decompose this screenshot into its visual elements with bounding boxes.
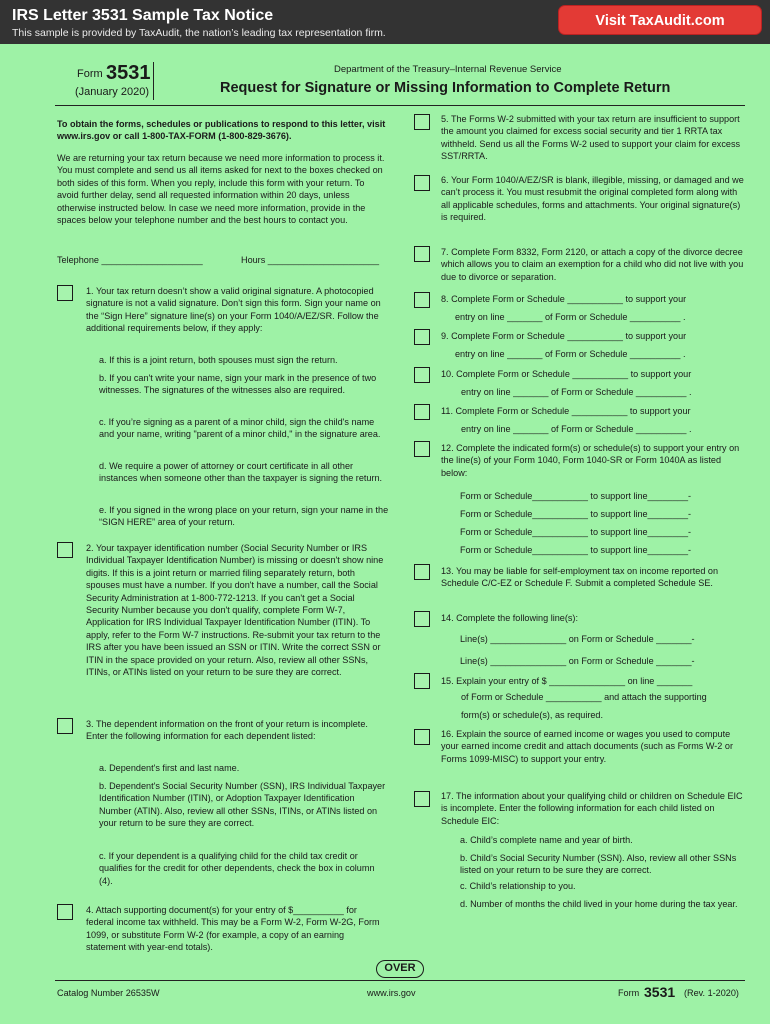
- footer-revision: (Rev. 1-2020): [684, 988, 739, 998]
- item-1c-text: c. If you’re signing as a parent of a minor child, sign the child's name and your name, writing "parent of a minor child," in the signature area.: [99, 417, 381, 440]
- checkbox-item-1[interactable]: [57, 285, 73, 301]
- form-number: 3531: [106, 62, 151, 84]
- item-1b-text: b. If you can't write your name, sign your mark in the presence of two witnesses. The signatures of the witnesses also are required.: [99, 373, 377, 396]
- checkbox-item-15[interactable]: [414, 673, 430, 689]
- item-7-text: 7. Complete Form 8332, Form 2120, or attach a copy of the divorce decree which allows you to claim an exemption for a child who did not live with you due to divorce or separation.: [441, 247, 744, 282]
- item-14-text: 14. Complete the following line(s):: [441, 613, 578, 623]
- item-17c-text: c. Child’s relationship to you.: [460, 881, 576, 891]
- checkbox-item-3[interactable]: [57, 718, 73, 734]
- banner-title: IRS Letter 3531 Sample Tax Notice: [12, 7, 274, 24]
- item-3-text: 3. The dependent information on the front of your return is incomplete. Enter the following information for each dependent listed:: [86, 719, 368, 742]
- item-12-row-3[interactable]: Form or Schedule___________ to support line________-: [460, 527, 692, 537]
- item-3a-text: a. Dependent's first and last name.: [99, 763, 240, 773]
- visit-taxaudit-button[interactable]: Visit TaxAudit.com: [558, 5, 762, 35]
- item-14-row-2[interactable]: Line(s) _______________ on Form or Schedule _______-: [460, 656, 695, 666]
- top-banner: [0, 0, 770, 44]
- checkbox-item-10[interactable]: [414, 367, 430, 383]
- item-1a-text: a. If this is a joint return, both spouses must sign the return.: [99, 355, 338, 365]
- form-title: Request for Signature or Missing Information to Complete Return: [220, 80, 671, 96]
- telephone-field[interactable]: Telephone ____________________: [57, 255, 203, 265]
- item-8-line-2: entry on line _______ of Form or Schedule __________ .: [455, 312, 686, 322]
- footer-form-label: Form: [618, 988, 640, 998]
- item-8-line-1: 8. Complete Form or Schedule ___________ to support your: [441, 294, 687, 304]
- checkbox-item-8[interactable]: [414, 292, 430, 308]
- item-17b-text: b. Child’s Social Security Number (SSN). Also, review all other SSNs listed on your return to be sure they are correct.: [460, 853, 737, 876]
- item-12-row-4[interactable]: Form or Schedule___________ to support line________-: [460, 545, 692, 555]
- irs-website: www.irs.gov: [367, 988, 416, 998]
- item-1e-text: e. If you signed in the wrong place on your return, sign your name in the “SIGN HERE” area of your return.: [99, 505, 389, 528]
- item-16-text: 16. Explain the source of earned income or wages you used to compute your earned income credit and attach documents (such as Forms W-2 or Forms 1099-MISC) to support your entry.: [441, 729, 733, 764]
- item-6-text: 6. Your Form 1040/A/EZ/SR is blank, illegible, missing, or damaged and we can’t process it. You must resubmit the original completed form along with all applicable schedules, forms and attachments. Your original signature(s) is required.: [441, 175, 744, 223]
- item-11-line-1: 11. Complete Form or Schedule ___________ to support your: [441, 406, 691, 416]
- item-10-line-2: entry on line _______ of Form or Schedule __________ .: [461, 387, 692, 397]
- banner-subtitle: This sample is provided by TaxAudit, the nation’s leading tax representation firm.: [12, 27, 386, 39]
- item-2-text: 2. Your taxpayer identification number (Social Security Number or IRS Individual Taxpayer Identification Number) is missing or doesn't show nine digits. If this is a joint return or married filing separately return, both spouses must have a number. If you don't have a number, call the Social Security Administration at 1-800-772-1213. If you can't get a Social Security Number because you don't qualify, complete Form W-7, Application for IRS Individual Taxpayer Identification Number (ITIN). To apply, refer to the Form W-7 instructions. Re-submit your tax return to the IRS after you have been issued an SSN or ITIN. Write the correct SSN or ITIN in the space provided on your return. Also, review all other SSNs, ITINs, or ATINs listed on your return to be sure they are correct.: [86, 543, 384, 678]
- returning-text: We are returning your tax return because we need more information to process it. You must complete and send us all items asked for next to the boxes checked on both sides of this form. When you reply, include this form with your return. To avoid further delay, send all requested information within 20 days, unless otherwise instructed below. In case we need more information, provide in the spaces below your telephone number and the best hours to contact you.: [57, 153, 385, 226]
- item-12-row-1[interactable]: Form or Schedule___________ to support line________-: [460, 491, 692, 501]
- header-divider: [153, 62, 154, 100]
- footer-form-number: 3531: [644, 984, 676, 1000]
- item-10-line-1: 10. Complete Form or Schedule ___________ to support your: [441, 369, 692, 379]
- checkbox-item-13[interactable]: [414, 564, 430, 580]
- item-17a-text: a. Child’s complete name and year of birth.: [460, 835, 633, 845]
- obtain-forms-text: To obtain the forms, schedules or publications to respond to this letter, visit www.irs.gov or call 1-800-TAX-FORM (1-800-829-3676).: [57, 119, 386, 142]
- item-5-text: 5. The Forms W-2 submitted with your tax return are insufficient to support the amount you claimed for excess social security and tier 1 RRTA tax withheld. Send us all the Forms W-2 used to support your claim for excess SST/RRTA.: [441, 114, 741, 162]
- item-12-text: 12. Complete the indicated form(s) or schedule(s) to support your entry on the line(s) of your Form 1040, Form 1040-SR or Form 1040A as listed below:: [441, 443, 740, 478]
- footer-rule: [55, 980, 745, 981]
- title-rule: [55, 105, 745, 106]
- item-3c-text: c. If your dependent is a qualifying child for the child tax credit or qualifies for the credit for other dependents, check the box in column (4).: [99, 851, 375, 886]
- hours-field[interactable]: Hours ______________________: [241, 255, 380, 265]
- checkbox-item-11[interactable]: [414, 404, 430, 420]
- item-11-line-2: entry on line _______ of Form or Schedule __________ .: [461, 424, 692, 434]
- form-label: Form: [77, 68, 103, 80]
- checkbox-item-7[interactable]: [414, 246, 430, 262]
- item-1-text: 1. Your tax return doesn’t show a valid original signature. A photocopied signature is not a valid signature. Don’t sign this form. Sign your name on the “Sign Here” signature line(s) on your Form 1040/A/EZ/SR. Follow the additional requirements below, if they apply:: [86, 286, 381, 334]
- checkbox-item-5[interactable]: [414, 114, 430, 130]
- item-15-line-1: 15. Explain your entry of $ _______________ on line _______: [441, 676, 693, 686]
- item-17d-text: d. Number of months the child lived in your home during the tax year.: [460, 899, 738, 909]
- item-12-row-2[interactable]: Form or Schedule___________ to support line________-: [460, 509, 692, 519]
- form-date: (January 2020): [75, 86, 149, 98]
- checkbox-item-16[interactable]: [414, 729, 430, 745]
- item-17-text: 17. The information about your qualifying child or children on Schedule EIC is incomplete. Enter the following information for each child listed on Schedule EIC:: [441, 791, 743, 826]
- item-1d-text: d. We require a power of attorney or court certificate in all other instances when someone other than the taxpayer is signing the return.: [99, 461, 383, 484]
- item-13-text: 13. You may be liable for self-employment tax on income reported on Schedule C/C-EZ or Schedule F. Submit a completed Schedule SE.: [441, 566, 719, 589]
- checkbox-item-9[interactable]: [414, 329, 430, 345]
- department-line: Department of the Treasury–Internal Revenue Service: [334, 64, 562, 75]
- checkbox-item-6[interactable]: [414, 175, 430, 191]
- catalog-number: Catalog Number 26535W: [57, 988, 160, 998]
- over-badge: OVER: [376, 960, 424, 978]
- item-9-line-1: 9. Complete Form or Schedule ___________ to support your: [441, 331, 687, 341]
- item-15-line-2: of Form or Schedule ___________ and attach the supporting: [461, 692, 707, 702]
- item-15-line-3: form(s) or schedule(s), as required.: [461, 710, 604, 720]
- checkbox-item-4[interactable]: [57, 904, 73, 920]
- item-14-row-1[interactable]: Line(s) _______________ on Form or Schedule _______-: [460, 634, 695, 644]
- checkbox-item-12[interactable]: [414, 441, 430, 457]
- checkbox-item-17[interactable]: [414, 791, 430, 807]
- item-3b-text: b. Dependent's Social Security Number (SSN), IRS Individual Taxpayer Identification Number (ITIN), or Adoption Taxpayer Identification Number (ATIN). Also, review all other SSNs, ITINs, or ATINs listed on your return to be sure they are correct.: [99, 781, 386, 829]
- item-4-text: 4. Attach supporting document(s) for your entry of $__________ for federal income tax withheld. This may be a Form W-2, Form W-2G, Form 1099, or substitute Form W-2 (for example, a copy of an earning statement with year-end totals).: [86, 905, 380, 953]
- checkbox-item-2[interactable]: [57, 542, 73, 558]
- checkbox-item-14[interactable]: [414, 611, 430, 627]
- item-9-line-2: entry on line _______ of Form or Schedule __________ .: [455, 349, 686, 359]
